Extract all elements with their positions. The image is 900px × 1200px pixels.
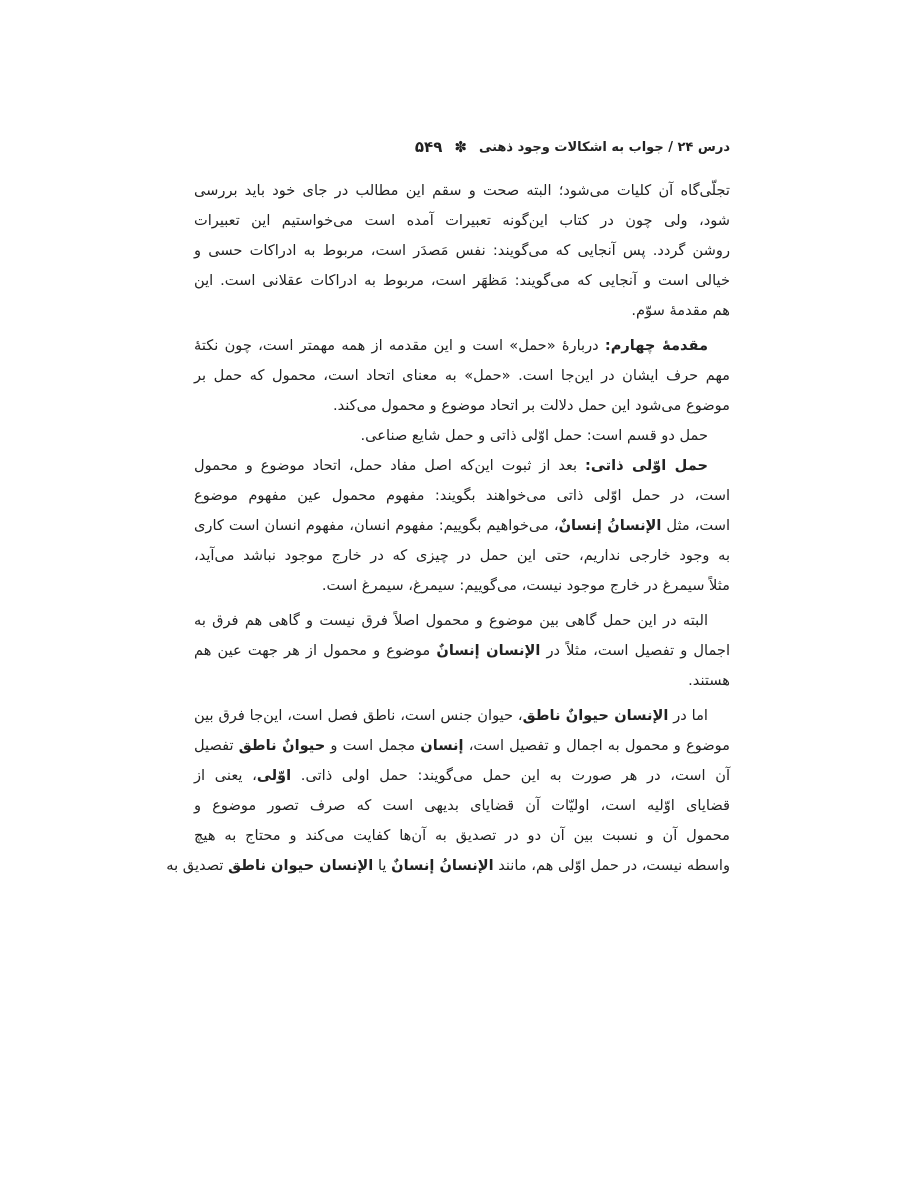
text-line-3: روشن گردد. پس آنجایی که می‌گویند: نفس مَصدَر است، مربوط به ادراکات حسی و [194, 242, 730, 259]
text-line-17: هستند. [688, 672, 730, 689]
running-header [194, 136, 730, 158]
text-line-9: حمل دو قسم است: حمل اوّلی ذاتی و حمل شایع صناعی. [360, 427, 708, 444]
text-line-12: است، مثل الإنسانُ إنسانٌ، می‌خواهیم بگوییم: مفهوم انسان، مفهوم انسان است کاری [194, 517, 731, 534]
text-line-16: اجمال و تفصیل است، مثلاً در الإنسان إنسانٌ موضوع و محمول از هر جهت عین هم [194, 642, 730, 659]
text-line-11: است، در حمل اوّلی ذاتی می‌خواهند بگویند: مفهوم محمول عین مفهوم موضوع [194, 487, 730, 504]
text-line-14: مثلاً سیمرغ در خارج موجود نیست، می‌گوییم: سیمرغ، سیمرغ است. [321, 577, 730, 594]
text-line-21: قضایای اوّلیه است، اولیّات آن قضایای بدیهی است که صرف تصور موضوع و [194, 797, 730, 814]
heading-fourth-premise: مقدمهٔ چهارم: [604, 337, 708, 354]
text-line-13: به وجود خارجی نداریم، حتی این حمل در چیزی که در خارج موجود نباشد می‌آید، [194, 547, 730, 564]
text-line-4: خیالی است و آنجایی که می‌گویند: مَظهَر است، مربوط به ادراکات عقلانی است. این [194, 272, 730, 289]
text-line-18: اما در الإنسان حیوانٌ ناطق، حیوان جنس است، ناطق فصل است، این‌جا فرق بین [194, 707, 708, 724]
text-line-19: موضوع و محمول به اجمال و تفصیل است، إنسان مجمل است و حیوانٌ ناطق تفصیل [194, 737, 730, 754]
text-line-8: موضوع می‌شود این حمل دلالت بر اتحاد موضوع و محمول می‌کند. [332, 397, 730, 414]
text-line-22: محمول آن و نسبت بین آن دو در تصدیق به آن‌ها کفایت می‌کند و محتاج به هیچ [194, 827, 730, 844]
text-line-23: واسطه نیست، در حمل اوّلی هم، مانند الإنسانُ إنسانٌ یا الإنسان حیوان ناطق تصدیق به [166, 857, 730, 874]
text-line-6: مقدمهٔ چهارم: دربارهٔ «حمل» است و این مقدمه از همه مهمتر است، چون نکتهٔ [194, 337, 708, 354]
page-number: ۵۴۹ [414, 138, 443, 156]
text-line-20: آن است، در هر صورت به این حمل می‌گویند: حمل اولی ذاتی. اوّلی، یعنی از [194, 767, 730, 784]
body-text [166, 176, 731, 881]
text-line-2: شود، ولی چون در کتاب این‌گونه تعبیرات آمده است می‌خواستیم این تعبیرات [194, 212, 730, 229]
text-line-5: هم مقدمهٔ سوّم. [631, 302, 730, 319]
text-line-10: حمل اوّلی ذاتی: بعد از ثبوت این‌که اصل مفاد حمل، اتحاد موضوع و محمول [194, 457, 708, 474]
text-line-7: مهم حرف ایشان در این‌جا است. «حمل» به معنای اتحاد است، محمول که حمل بر [194, 367, 730, 384]
heading-primary-predication: حمل اوّلی ذاتی: [585, 457, 708, 474]
chapter-title: درس ۲۴ / جواب به اشکالات وجود ذهنی [478, 139, 730, 155]
flower-ornament-icon: ✽ [454, 137, 467, 156]
text-line-1: تجلّی‌گاه آن کلیات می‌شود؛ البته صحت و سقم این مطالب در جای خود باید بررسی [194, 182, 730, 199]
text-line-15: البته در این حمل گاهی بین موضوع و محمول اصلاً فرق نیست و گاهی هم فرق به [194, 612, 708, 629]
